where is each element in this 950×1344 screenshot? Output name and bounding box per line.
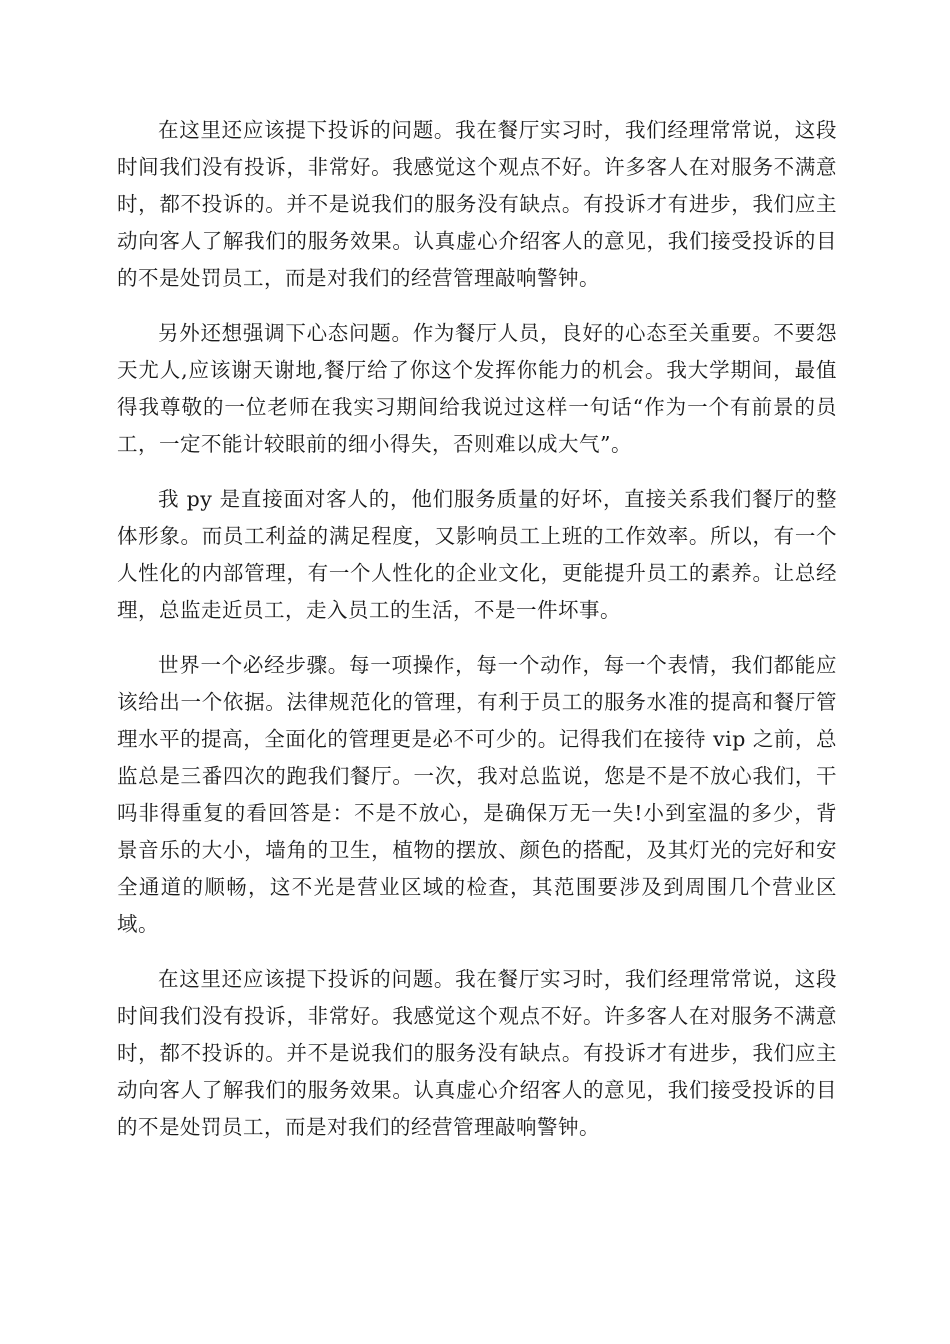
document-body — [117, 112, 837, 1164]
paragraph-attitude: 另外还想强调下心态问题。作为餐厅人员，良好的心态至关重要。不要怨天尤人,应该谢天谢地,餐厅给了你这个发挥你能力的机会。我大学期间，最值得我尊敬的一位老师在我实习期间给我说过这样一句话“作为一个有前景的员工，一定不能计较眼前的细小得失，否则难以成大气”。 — [117, 321, 837, 456]
paragraph-complaints-repeat: 在这里还应该提下投诉的问题。我在餐厅实习时，我们经理常常说，这段时间我们没有投诉，非常好。我感觉这个观点不好。许多客人在对服务不满意时，都不投诉的。并不是说我们的服务没有缺点。有投诉才有进步，我们应主动向客人了解我们的服务效果。认真虚心介绍客人的意见，我们接受投诉的目的不是处罚员工，而是对我们的经营管理敲响警钟。 — [117, 967, 837, 1139]
paragraph-standardized-management: 世界一个必经步骤。每一项操作，每一个动作，每一个表情，我们都能应该给出一个依据。法律规范化的管理，有利于员工的服务水准的提高和餐厅管理水平的提高，全面化的管理更是必不可少的。记得我们在接待 vip 之前，总监总是三番四次的跑我们餐厅。一次，我对总监说，您是不是不放心我们，干吗非得重复的看回答是：不是不放心，是确保万无一失!小到室温的多少，背景音乐的大小，墙角的卫生，植物的摆放、颜色的搭配，及其灯光的完好和安全通道的顺畅，这不光是营业区域的检查，其范围要涉及到周围几个营业区域。 — [117, 653, 837, 936]
paragraph-complaints: 在这里还应该提下投诉的问题。我在餐厅实习时，我们经理常常说，这段时间我们没有投诉，非常好。我感觉这个观点不好。许多客人在对服务不满意时，都不投诉的。并不是说我们的服务没有缺点。有投诉才有进步，我们应主动向客人了解我们的服务效果。认真虚心介绍客人的意见，我们接受投诉的目的不是处罚员工，而是对我们的经营管理敲响警钟。 — [117, 118, 837, 290]
paragraph-service-quality: 我 py 是直接面对客人的，他们服务质量的好坏，直接关系我们餐厅的整体形象。而员工利益的满足程度，又影响员工上班的工作效率。所以，有一个人性化的内部管理，有一个人性化的企业文化，更能提升员工的素养。让总经理，总监走近员工，走入员工的生活，不是一件坏事。 — [117, 487, 837, 622]
